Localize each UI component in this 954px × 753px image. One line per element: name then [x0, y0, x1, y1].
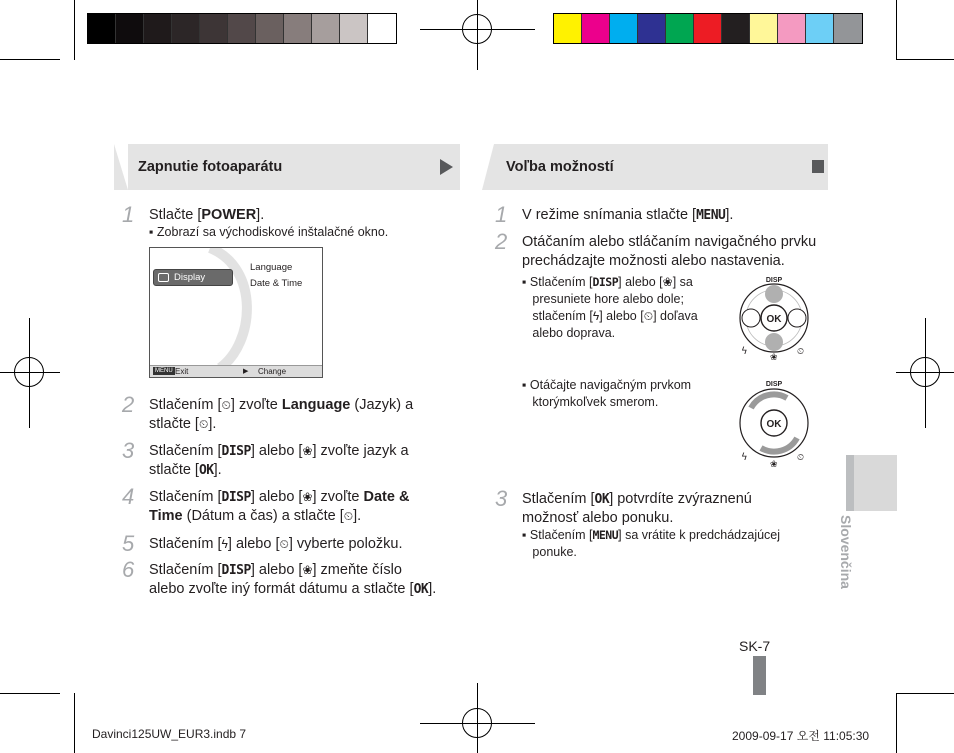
- color-swatch: [340, 14, 368, 43]
- square-marker-icon: [812, 160, 825, 174]
- color-swatch: [200, 14, 228, 43]
- step-number: 4: [122, 484, 135, 509]
- step-number: 1: [495, 202, 508, 227]
- color-swatch: [284, 14, 312, 43]
- step-3-text: Stlačením [DISP] alebo [❀] zvoľte jazyk a stlačte [OK].: [149, 443, 409, 478]
- svg-text:❀: ❀: [770, 353, 778, 360]
- arrow-right-icon: [438, 158, 454, 176]
- color-swatch: [834, 14, 862, 43]
- dial-ok-label: OK: [766, 314, 782, 325]
- timer-icon: ⏲: [279, 537, 289, 551]
- step-number: 6: [122, 557, 135, 582]
- step-number: 1: [122, 202, 135, 227]
- svg-text:❀: ❀: [770, 460, 778, 468]
- color-swatch: [228, 14, 256, 43]
- color-swatch: [88, 14, 116, 43]
- date-time-option: Date & Time: [250, 278, 303, 289]
- step-number: 3: [122, 438, 135, 463]
- step-2-text: Otáčaním alebo stláčaním navigačného prvku prechádzajte možnosti alebo nastavenia.: [522, 234, 817, 269]
- svg-text:ϟ: ϟ: [741, 452, 748, 463]
- dial-ok-label: OK: [766, 419, 782, 430]
- menu-key-icon: MENU: [155, 368, 173, 374]
- color-swatch: [722, 14, 750, 43]
- navigation-dial-press: [737, 274, 811, 360]
- timer-icon: ⏲: [643, 309, 654, 323]
- language-option: Language: [250, 262, 293, 273]
- display-icon: [158, 273, 169, 282]
- step-number: 5: [122, 531, 135, 556]
- svg-text:⏲: ⏲: [797, 347, 805, 357]
- color-swatch: [172, 14, 200, 43]
- flash-icon: ϟ: [221, 537, 228, 551]
- svg-text:ϟ: ϟ: [741, 346, 748, 357]
- color-swatch: [256, 14, 284, 43]
- color-swatch: [610, 14, 638, 43]
- color-swatch: [582, 14, 610, 43]
- flash-icon: ϟ: [592, 309, 600, 323]
- navigation-dial-rotate: [737, 378, 811, 468]
- color-swatch: [312, 14, 340, 43]
- page-number: SK-7: [739, 638, 771, 654]
- bullet-direction-keys: ▪ Stlačením [DISP] alebo [❀] sa presuniete hore alebo dole; stlačením [ϟ] alebo [⏲] doľava alebo doprava.: [522, 275, 698, 340]
- step-5-text: Stlačením [ϟ] alebo [⏲] vyberte položku.: [149, 536, 403, 552]
- step-1-text: Stlačte [POWER].: [149, 207, 265, 223]
- display-menu-item: Display: [153, 269, 233, 286]
- step-2-text: Stlačením [⏲] zvoľte Language (Jazyk) a stlačte [⏲].: [149, 397, 414, 432]
- camera-setup-screen: [149, 247, 323, 378]
- process-color-bar: [553, 13, 863, 44]
- header-slant-shape: [482, 144, 502, 190]
- bullet-menu-back: ▪ Stlačením [MENU] sa vrátite k predchádzajúcej ponuke.: [522, 528, 781, 559]
- macro-icon: ❀: [662, 275, 673, 289]
- dial-disp-label: DISP: [765, 277, 783, 284]
- step-3-text: Stlačením [OK] potvrdíte zvýraznenú možnosť alebo ponuku.: [522, 491, 752, 526]
- dial-disp-label: DISP: [765, 381, 783, 388]
- color-swatch: [116, 14, 144, 43]
- color-swatch: [554, 14, 582, 43]
- footer-timestamp: 2009-09-17 오전 11:05:30: [732, 729, 870, 743]
- step-number: 3: [495, 486, 508, 511]
- grayscale-color-bar: [87, 13, 397, 44]
- timer-icon: ⏲: [198, 417, 209, 431]
- color-swatch: [144, 14, 172, 43]
- language-side-label: Slovenčina: [838, 515, 854, 589]
- step-number: 2: [122, 392, 135, 417]
- color-swatch: [778, 14, 806, 43]
- timer-icon: ⏲: [343, 509, 354, 523]
- step-number: 2: [495, 229, 508, 254]
- step-1-note: ▪ Zobrazí sa východiskové inštalačné okno.: [149, 225, 389, 239]
- screen-footer: [150, 365, 322, 377]
- color-swatch: [750, 14, 778, 43]
- section-title: Zapnutie fotoaparátu: [138, 159, 283, 175]
- color-swatch: [806, 14, 834, 43]
- language-tab-strip: [846, 455, 854, 511]
- section-header-power-on: [114, 144, 460, 190]
- section-header-options: [482, 144, 828, 190]
- step-4-text: Stlačením [DISP] alebo [❀] zvoľte Date & Time (Dátum a čas) a stlačte [⏲].: [149, 489, 410, 524]
- timer-icon: ⏲: [221, 398, 231, 412]
- section-title: Voľba možností: [506, 159, 614, 175]
- step-1-text: V režime snímania stlačte [MENU].: [522, 207, 734, 223]
- color-swatch: [666, 14, 694, 43]
- screen-arc-decoration: [150, 248, 323, 368]
- color-swatch: [368, 14, 396, 43]
- svg-text:⏲: ⏲: [797, 453, 805, 463]
- macro-icon: ❀: [302, 444, 313, 458]
- macro-icon: ❀: [302, 490, 313, 504]
- page-number-bar: [753, 656, 766, 695]
- color-swatch: [638, 14, 666, 43]
- macro-icon: ❀: [302, 563, 313, 577]
- exit-label: Exit: [175, 367, 189, 376]
- footer-filename: Davinci125UW_EUR3.indb 7: [92, 727, 247, 741]
- color-swatch: [694, 14, 722, 43]
- bullet-rotate-dial: ▪ Otáčajte navigačným prvkom ktorýmkoľvek smerom.: [522, 378, 692, 409]
- right-arrow-icon: ▶: [243, 368, 249, 375]
- change-label: Change: [258, 367, 287, 376]
- step-6-text: Stlačením [DISP] alebo [❀] zmeňte číslo alebo zvoľte iný formát dátumu a stlačte [OK].: [149, 562, 437, 597]
